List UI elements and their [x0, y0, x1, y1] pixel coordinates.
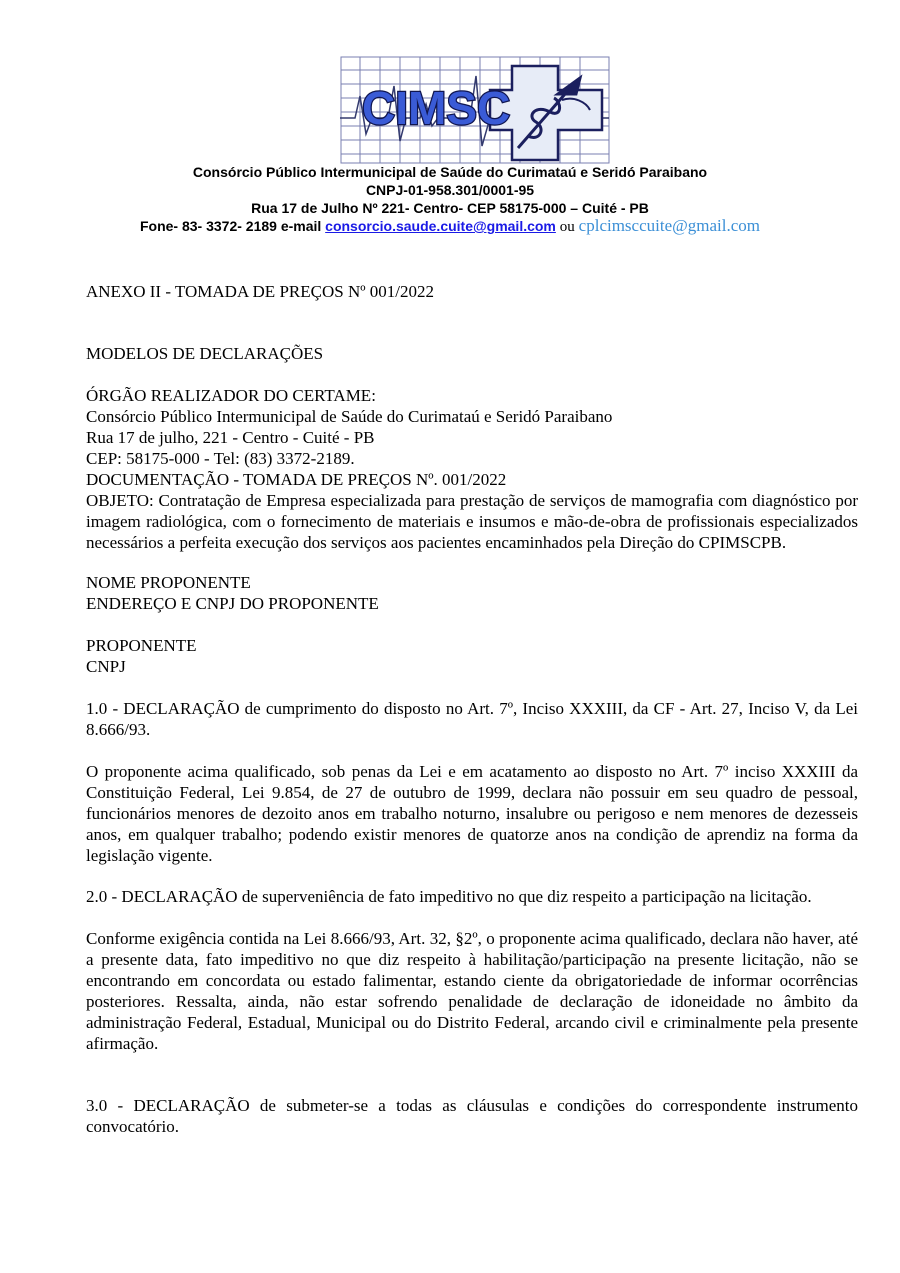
declaration-1-body: O proponente acima qualificado, sob penas da Lei e em acatamento ao disposto no Art. 7º inciso XXXIII da Constituição Federal, Lei 9.854, de 27 de outubro de 1999, declara não possuir em seu quadro de pessoal, funcionários menores de dezoito anos em trabalho noturno, insalubre ou perigoso e nem menores de dezesseis anos, em qualquer trabalho; podendo existir menores de quatorze anos na condição de aprendiz na forma da legislação vigente. [86, 762, 858, 865]
declaration-3-title: 3.0 - DECLARAÇÃO de submeter-se a todas as cláusulas e condições do correspondente instrumento convocatório. [86, 1096, 858, 1136]
email-separator: ou [559, 219, 575, 235]
org-address: Rua 17 de Julho Nº 221- Centro- CEP 58175-000 – Cuité - PB [251, 200, 649, 216]
annex-title: ANEXO II - TOMADA DE PREÇOS Nº 001/2022 [86, 282, 434, 301]
logo-text: CIMSC [362, 82, 511, 134]
organ-cep-tel: CEP: 58175-000 - Tel: (83) 3372-2189. [86, 449, 355, 468]
contact-line [0, 217, 900, 236]
models-title: MODELOS DE DECLARAÇÕES [86, 344, 324, 363]
proponent-name-label: NOME PROPONENTE [86, 573, 251, 592]
organ-label: ÓRGÃO REALIZADOR DO CERTAME: [86, 386, 376, 405]
object-paragraph: OBJETO: Contratação de Empresa especializada para prestação de serviços de mamografia com diagnóstico por imagem radiológica, com o fornecimento de materiais e insumos e mão-de-obra de profissionais especializados necessários a perfeita execução dos serviços aos pacientes encaminhados pela Direção do CPIMSCPB. [86, 491, 858, 552]
org-name: Consórcio Público Intermunicipal de Saúde do Curimataú e Seridó Paraibano [192, 164, 708, 180]
cnpj-label: CNPJ [86, 657, 126, 676]
declaration-2-title: 2.0 - DECLARAÇÃO de superveniência de fato impeditivo no que diz respeito a participação na licitação. [86, 887, 812, 906]
declaration-1-title: 1.0 - DECLARAÇÃO de cumprimento do disposto no Art. 7º, Inciso XXXIII, da CF - Art. 27, Inciso V, da Lei 8.666/93. [86, 699, 858, 739]
proponent-label: PROPONENTE [86, 636, 197, 655]
documentation-line: DOCUMENTAÇÃO - TOMADA DE PREÇOS Nº. 001/2022 [86, 470, 507, 489]
logo-graphic [340, 56, 610, 164]
phone-email-label: Fone- 83- 3372- 2189 e-mail [139, 218, 322, 234]
organ-address: Rua 17 de julho, 221 - Centro - Cuité - PB [86, 428, 375, 447]
declaration-2-body: Conforme exigência contida na Lei 8.666/93, Art. 32, §2º, o proponente acima qualificado, declara não haver, até a presente data, fato impeditivo no que diz respeito à habilitação/participação na presente licitação, não se encontrando em concordata ou estado falimentar, estando ciente da obrigatoriedade de informar ocorrências posteriores. Ressalta, ainda, não estar sofrendo penalidade de declaração de idoneidade no âmbito da administração Federal, Estadual, Municipal ou do Distrito Federal, arcando civil e criminalmente pela presente afirmação. [86, 929, 858, 1053]
email-link-1[interactable]: consorcio.saude.cuite@gmail.com [325, 218, 556, 234]
org-cnpj: CNPJ-01-958.301/0001-95 [365, 182, 535, 198]
email-link-2[interactable]: cplcimsccuite@gmail.com [578, 216, 761, 235]
proponent-address-label: ENDEREÇO E CNPJ DO PROPONENTE [86, 594, 379, 613]
organ-name: Consórcio Público Intermunicipal de Saúde do Curimataú e Seridó Paraibano [86, 407, 613, 426]
cimsc-logo [340, 56, 610, 164]
